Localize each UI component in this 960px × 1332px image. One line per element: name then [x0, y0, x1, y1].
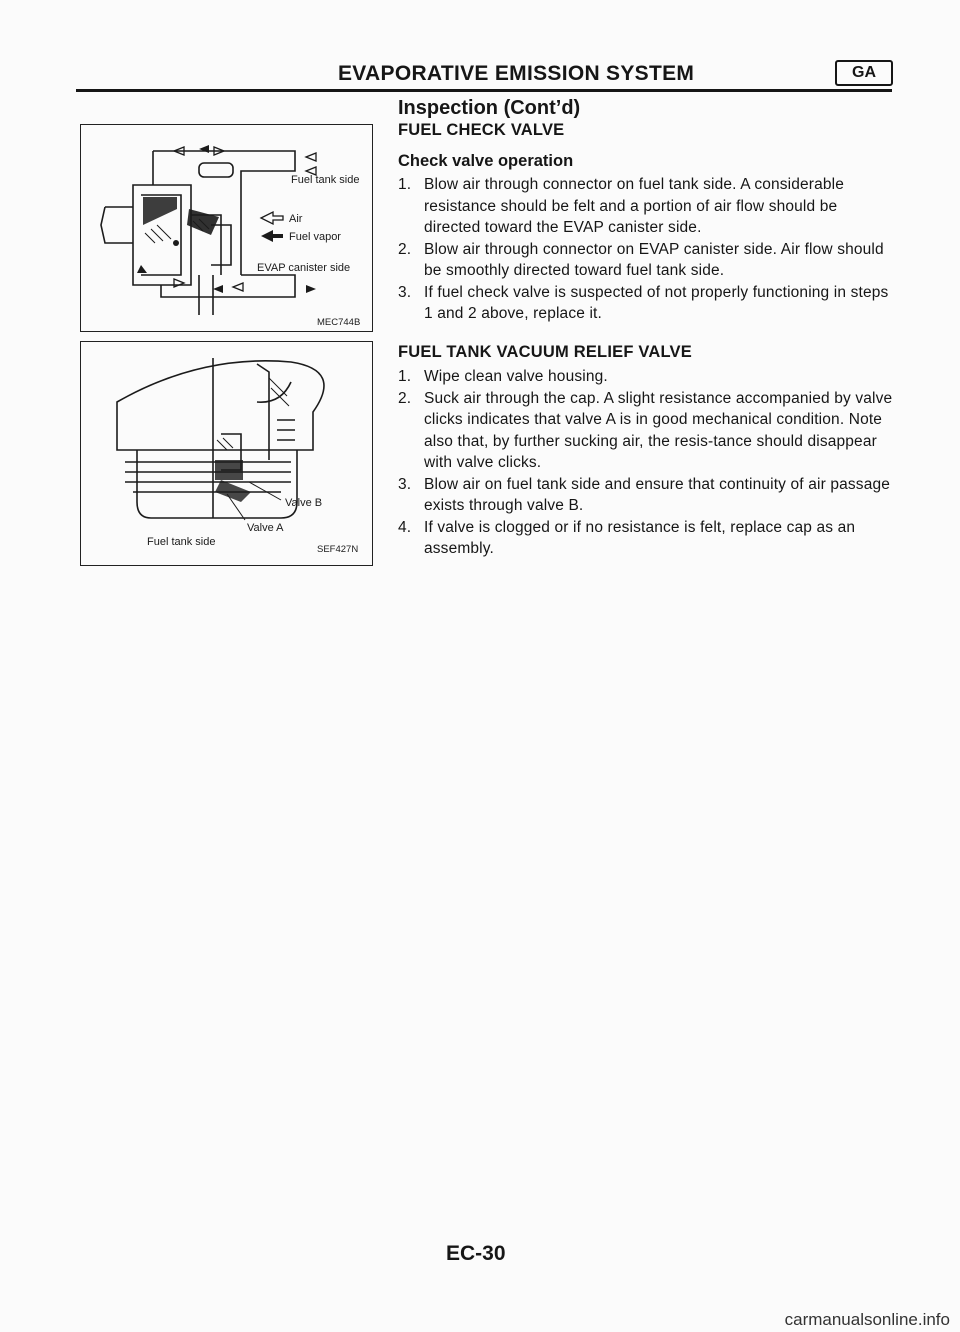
label-valve-b: Valve B: [285, 497, 323, 509]
fuel-vapor-arrow-icon: [261, 230, 283, 242]
figure-fuel-check-valve: [80, 124, 373, 332]
list-item: 2. Suck air through the cap. A slight resistance accompanied by valve clicks indicates that valve A is in good mechanical condition. Note also that, by further sucking air, the resis-tance should disappear with valve clicks.: [398, 389, 893, 471]
list-item: 1. Wipe clean valve housing.: [398, 368, 608, 385]
list-item: 3. If fuel check valve is suspected of not properly functioning in steps 1 and 2 above, replace it.: [398, 283, 889, 322]
page-number: EC-30: [446, 1242, 506, 1265]
fuel-check-valve-steps: [398, 174, 898, 325]
list-item: 3. Blow air on fuel tank side and ensure that continuity of air passage exists through valve B.: [398, 475, 891, 514]
air-arrow-icon: [261, 212, 283, 224]
fuel-check-valve-diagram: [81, 125, 372, 331]
label-valve-a: Valve A: [247, 522, 284, 534]
section-badge: GA: [835, 60, 893, 86]
header-rule: [76, 89, 892, 92]
label-fuel-tank-side: Fuel tank side: [291, 174, 360, 186]
figure-vacuum-relief-cap: [80, 341, 373, 566]
figure-code: MEC744B: [317, 317, 361, 328]
section-title: Inspection (Cont’d): [398, 97, 581, 119]
header-title: EVAPORATIVE EMISSION SYSTEM: [338, 62, 695, 85]
list-item: 4. If valve is clogged or if no resistance is felt, replace cap as an assembly.: [398, 518, 856, 557]
label-evap-canister-side: EVAP canister side: [257, 262, 351, 274]
list-item: 1. Blow air through connector on fuel tank side. A considerable resistance should be felt and a portion of air flow should be directed toward the EVAP canister side.: [398, 176, 845, 236]
figure-code: SEF427N: [317, 544, 359, 555]
list-item: 2. Blow air through connector on EVAP canister side. Air flow should be smoothly directed toward fuel tank side.: [398, 240, 884, 279]
fuel-cap-diagram: [81, 342, 372, 565]
legend-air: Air: [289, 213, 303, 225]
vacuum-relief-valve-heading: FUEL TANK VACUUM RELIEF VALVE: [398, 343, 692, 361]
fuel-check-valve-heading: FUEL CHECK VALVE: [398, 121, 565, 139]
legend-fuel-vapor: Fuel vapor: [289, 231, 341, 243]
vacuum-relief-valve-steps: [398, 366, 898, 560]
watermark[interactable]: carmanualsonline.info: [784, 1310, 950, 1329]
label-fuel-tank-side: Fuel tank side: [147, 536, 216, 548]
check-valve-operation-subheading: Check valve operation: [398, 152, 574, 170]
